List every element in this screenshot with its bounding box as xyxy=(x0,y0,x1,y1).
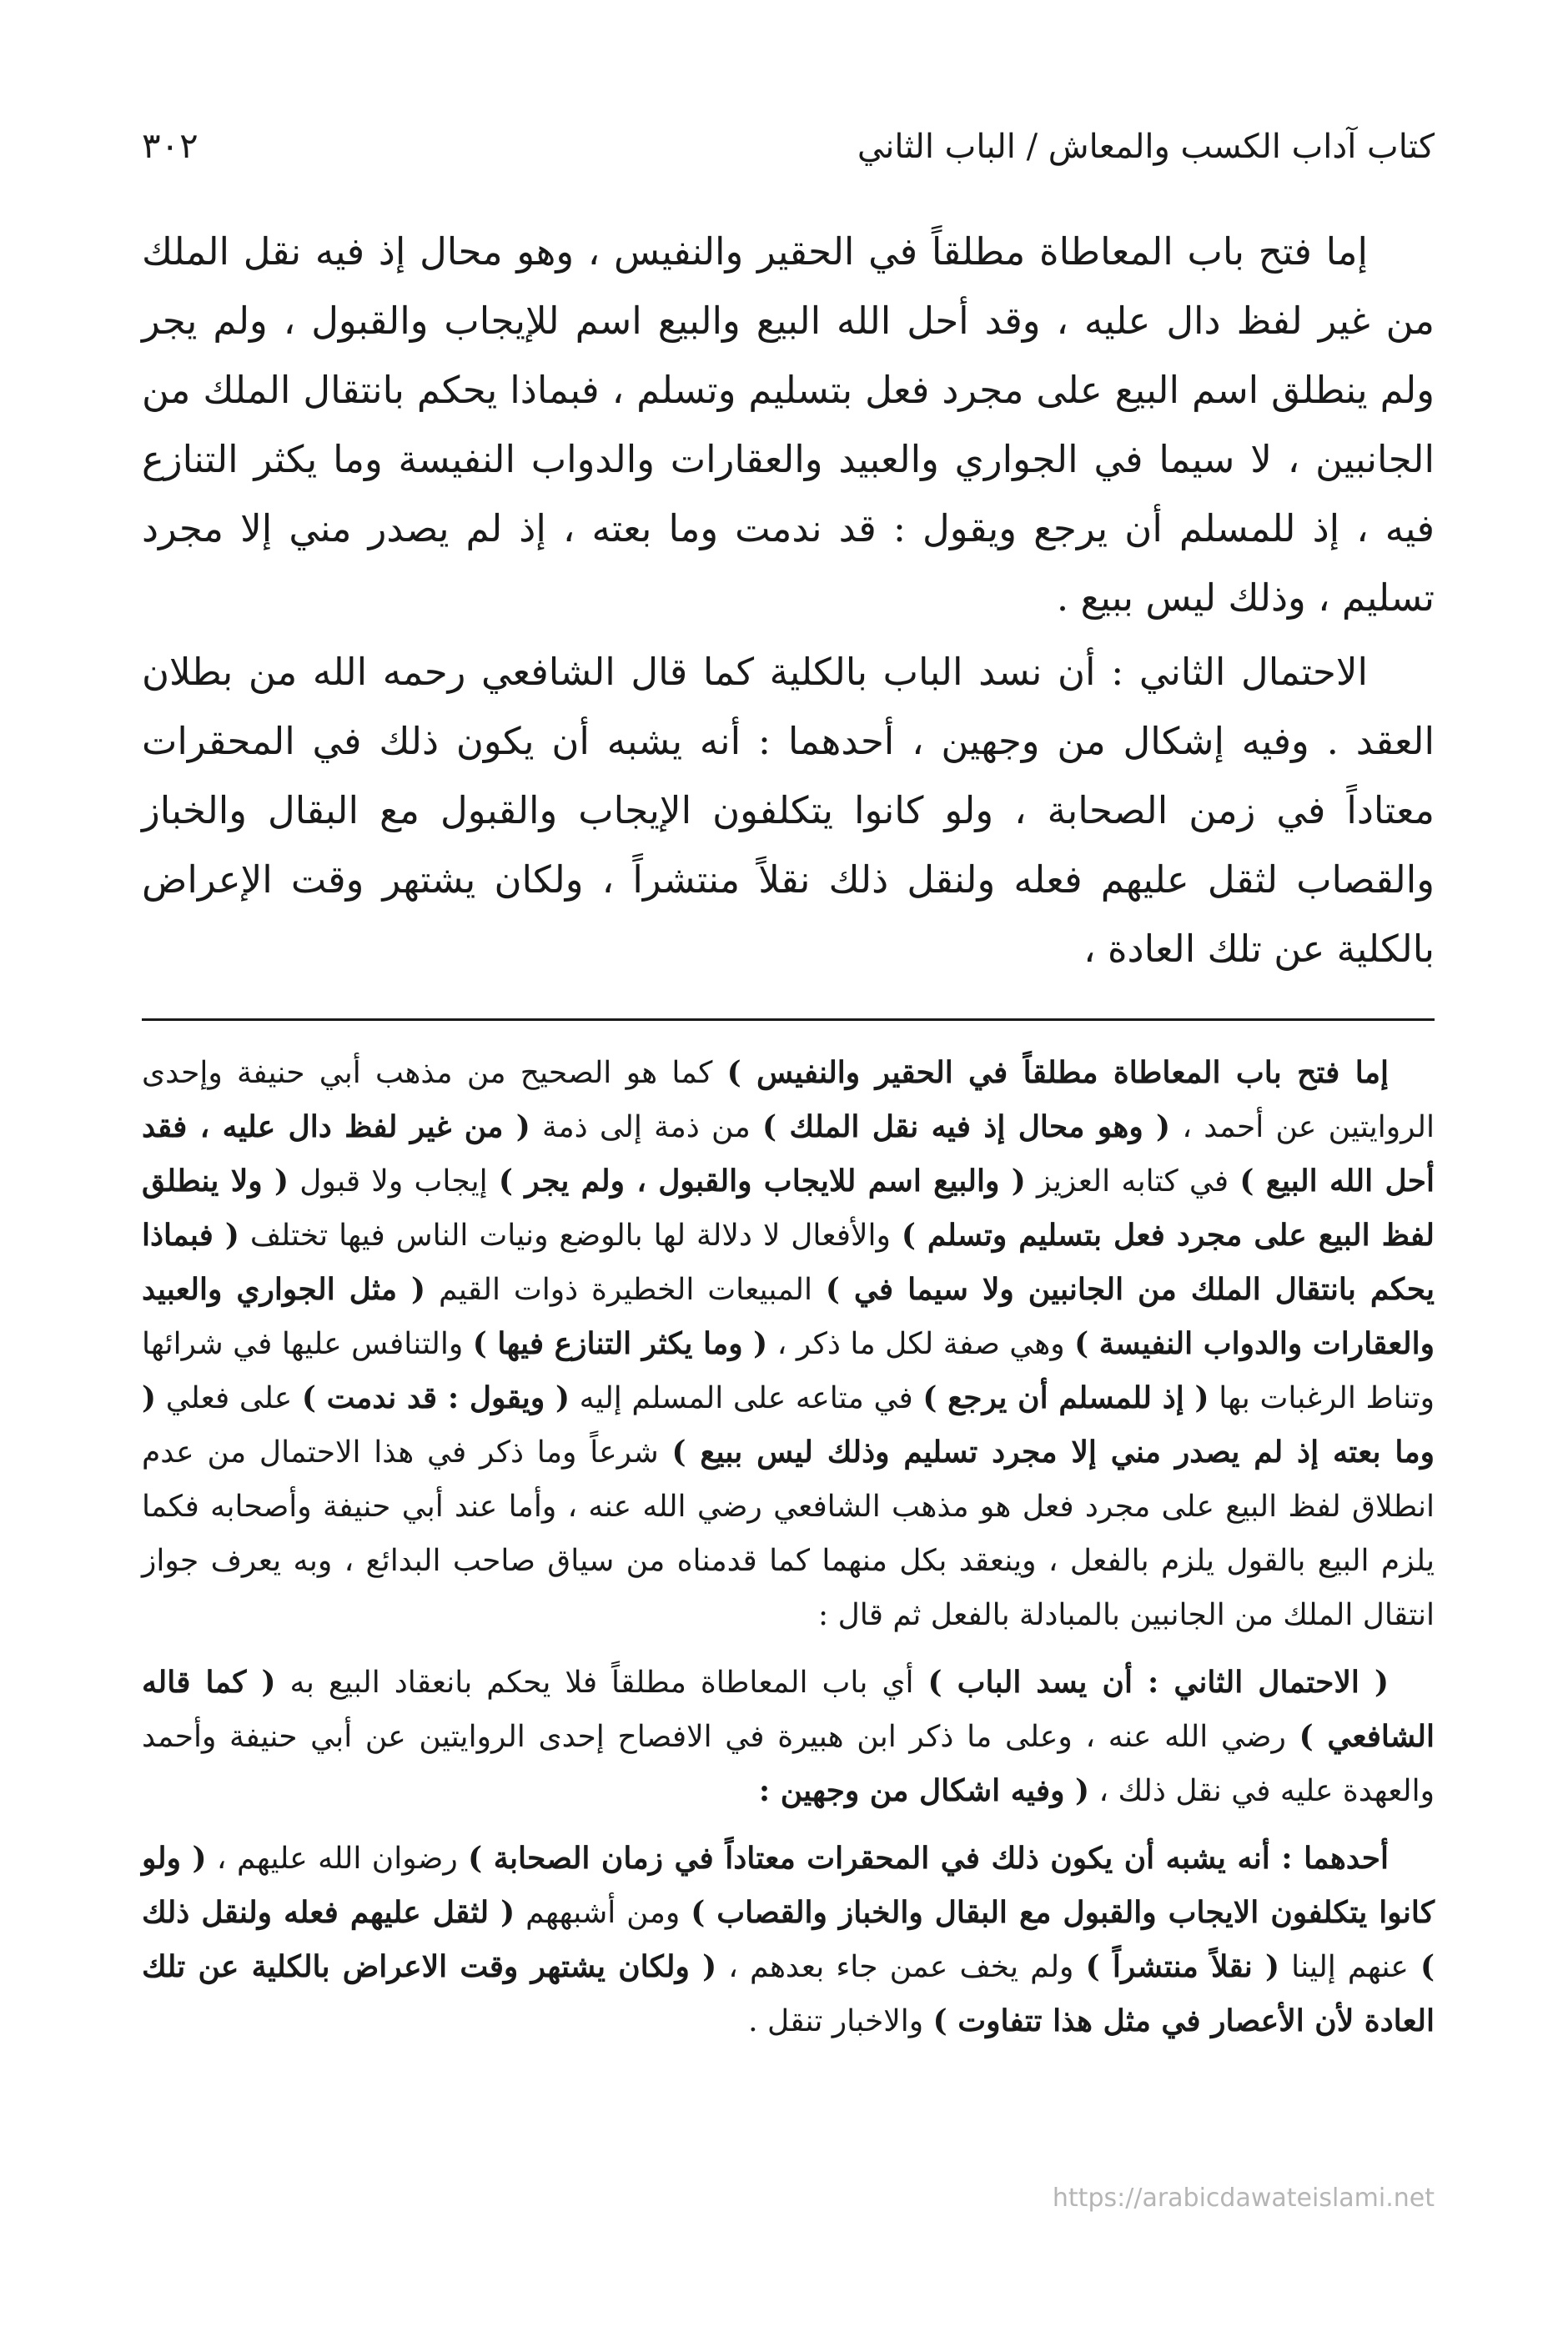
quoted-text: ( ولا ينطلق لفظ البيع على مجرد فعل بتسليم وتسلم ) xyxy=(142,1163,1435,1253)
quoted-text: ( مثل الجواري والعبيد والعقارات والدواب النفيسة ) xyxy=(142,1272,1435,1361)
commentary-text: والتنافس عليها في شرائها وتناط الرغبات بها xyxy=(142,1327,1435,1415)
commentary-text: شرعاً وما ذكر في هذا الاحتمال من عدم انطلاق لفظ البيع على مجرد فعل هو مذهب الشافعي رضي الله عنه ، وأما عند أبي حنيفة وأصحابه فكما يلزم البيع بالقول يلزم بالفعل ، وينعقد بكل منهما كما قدمناه من سياق صاحب البدائع ، وبه يعرف جواز انتقال الملك من الجانبين بالمبادلة بالفعل ثم قال : xyxy=(142,1435,1435,1632)
quoted-text: ( إذ للمسلم أن يرجع ) xyxy=(922,1380,1209,1415)
source-watermark: https://arabicdawateislami.net xyxy=(1052,2184,1435,2213)
quoted-text: ( والبيع اسم للايجاب والقبول ، ولم يجر ) xyxy=(498,1163,1026,1199)
footnote-divider xyxy=(142,1018,1435,1021)
commentary-section xyxy=(142,1046,1435,2048)
commentary-text: والأفعال لا دلالة لها بالوضع ونيات الناس فيها تختلف xyxy=(239,1219,902,1253)
commentary-text: أي باب المعاطاة مطلقاً فلا يحكم بانعقاد البيع به xyxy=(275,1666,928,1700)
commentary-text: رضوان الله عليهم ، xyxy=(206,1842,469,1876)
commentary-text: إيجاب ولا قبول xyxy=(288,1164,499,1199)
quoted-text: ( وما يكثر التنازع فيها ) xyxy=(472,1326,768,1361)
commentary-paragraph xyxy=(142,1656,1435,1818)
commentary-text: في متاعه على المسلم إليه xyxy=(570,1381,923,1415)
commentary-paragraph xyxy=(142,1832,1435,2048)
commentary-text: رضي الله عنه ، وعلى ما ذكر ابن هبيرة في الافصاح إحدى الروايتين عن أبي حنيفة وأحمد والعهدة عليه في نقل ذلك ، xyxy=(142,1720,1435,1808)
quoted-text: ( الاحتمال الثاني : أن يسد الباب ) xyxy=(927,1665,1390,1700)
commentary-text: في كتابه العزيز xyxy=(1025,1164,1240,1199)
commentary-text: المبيعات الخطيرة ذوات القيم xyxy=(425,1273,826,1307)
quoted-text: ( فبماذا يحكم بانتقال الملك من الجانبين ولا سيما في ) xyxy=(142,1218,1435,1307)
commentary-text: كما هو الصحيح من مذهب أبي حنيفة وإحدى الروايتين عن أحمد ، xyxy=(142,1056,1435,1144)
page-header xyxy=(142,125,1435,183)
commentary-text: من ذمة إلى ذمة xyxy=(530,1110,762,1144)
quoted-text: ( ولكان يشتهر وقت الاعراض بالكلية عن تلك العادة لأن الأعصار في مثل هذا تتفاوت ) xyxy=(142,1949,1435,2038)
commentary-text: وهي صفة لكل ما ذكر ، xyxy=(767,1327,1075,1361)
commentary-text: ومن أشبههم xyxy=(515,1896,691,1930)
page-number: ٣٠٢ xyxy=(142,125,199,166)
quoted-text: ( نقلاً منتشراً ) xyxy=(1085,1949,1279,1984)
commentary-text: والاخبار تنقل . xyxy=(748,2004,933,2038)
commentary-text: ولم يخف عمن جاء بعدهم ، xyxy=(716,1950,1086,1984)
quoted-text: ( من غير لفظ دال عليه ، فقد أحل الله البيع ) xyxy=(142,1109,1435,1199)
book-page xyxy=(142,125,1435,2048)
quoted-text: ( لثقل عليهم فعله ولنقل ذلك ) xyxy=(142,1895,1435,1984)
main-paragraph: إما فتح باب المعاطاة مطلقاً في الحقير والنفيس ، وهو محال إذ فيه نقل الملك من غير لفظ دال عليه ، وقد أحل الله البيع والبيع اسم للإيجاب والقبول ، ولم يجر ولم ينطلق اسم البيع على مجرد فعل بتسليم وتسلم ، فبماذا يحكم بانتقال الملك من الجانبين ، لا سيما في الجواري والعبيد والعقارات والدواب النفيسة وما يكثر التنازع فيه ، إذ للمسلم أن يرجع ويقول : قد ندمت وما بعته ، إذ لم يصدر مني إلا مجرد تسليم ، وذلك ليس ببيع . xyxy=(142,229,1435,620)
main-text xyxy=(142,217,1435,983)
quoted-text: أحدهما : أنه يشبه أن يكون ذلك في المحقرات معتاداً في زمان الصحابة ) xyxy=(468,1841,1389,1876)
quoted-text: ( ولو كانوا يتكلفون الايجاب والقبول مع البقال والخباز والقصاب ) xyxy=(142,1841,1435,1930)
quoted-text: ( ويقول : قد ندمت ) xyxy=(301,1380,570,1415)
quoted-text: ( وما بعته إذ لم يصدر مني إلا مجرد تسليم وذلك ليس ببيع ) xyxy=(142,1380,1435,1470)
quoted-text: ( وفيه اشكال من وجهين : xyxy=(758,1773,1090,1808)
commentary-text: عنهم إلينا xyxy=(1279,1950,1420,1984)
quoted-text: ( وهو محال إذ فيه نقل الملك ) xyxy=(762,1109,1171,1144)
running-title: كتاب آداب الكسب والمعاش / الباب الثاني xyxy=(857,128,1435,166)
quoted-text: ( كما قاله الشافعي ) xyxy=(142,1665,1435,1754)
commentary-text: على فعلي xyxy=(156,1381,302,1415)
commentary-paragraph xyxy=(142,1046,1435,1642)
main-paragraph: الاحتمال الثاني : أن نسد الباب بالكلية كما قال الشافعي رحمه الله من بطلان العقد . وفيه إشكال من وجهين ، أحدهما : أنه يشبه أن يكون ذلك في المحقرات معتاداً في زمن الصحابة ، ولو كانوا يتكلفون الإيجاب والقبول مع البقال والخباز والقصاب لثقل عليهم فعله ولنقل ذلك نقلاً منتشراً ، ولكان يشتهر وقت الإعراض بالكلية عن تلك العادة ، xyxy=(142,650,1435,971)
quoted-text: إما فتح باب المعاطاة مطلقاً في الحقير والنفيس ) xyxy=(726,1055,1390,1090)
